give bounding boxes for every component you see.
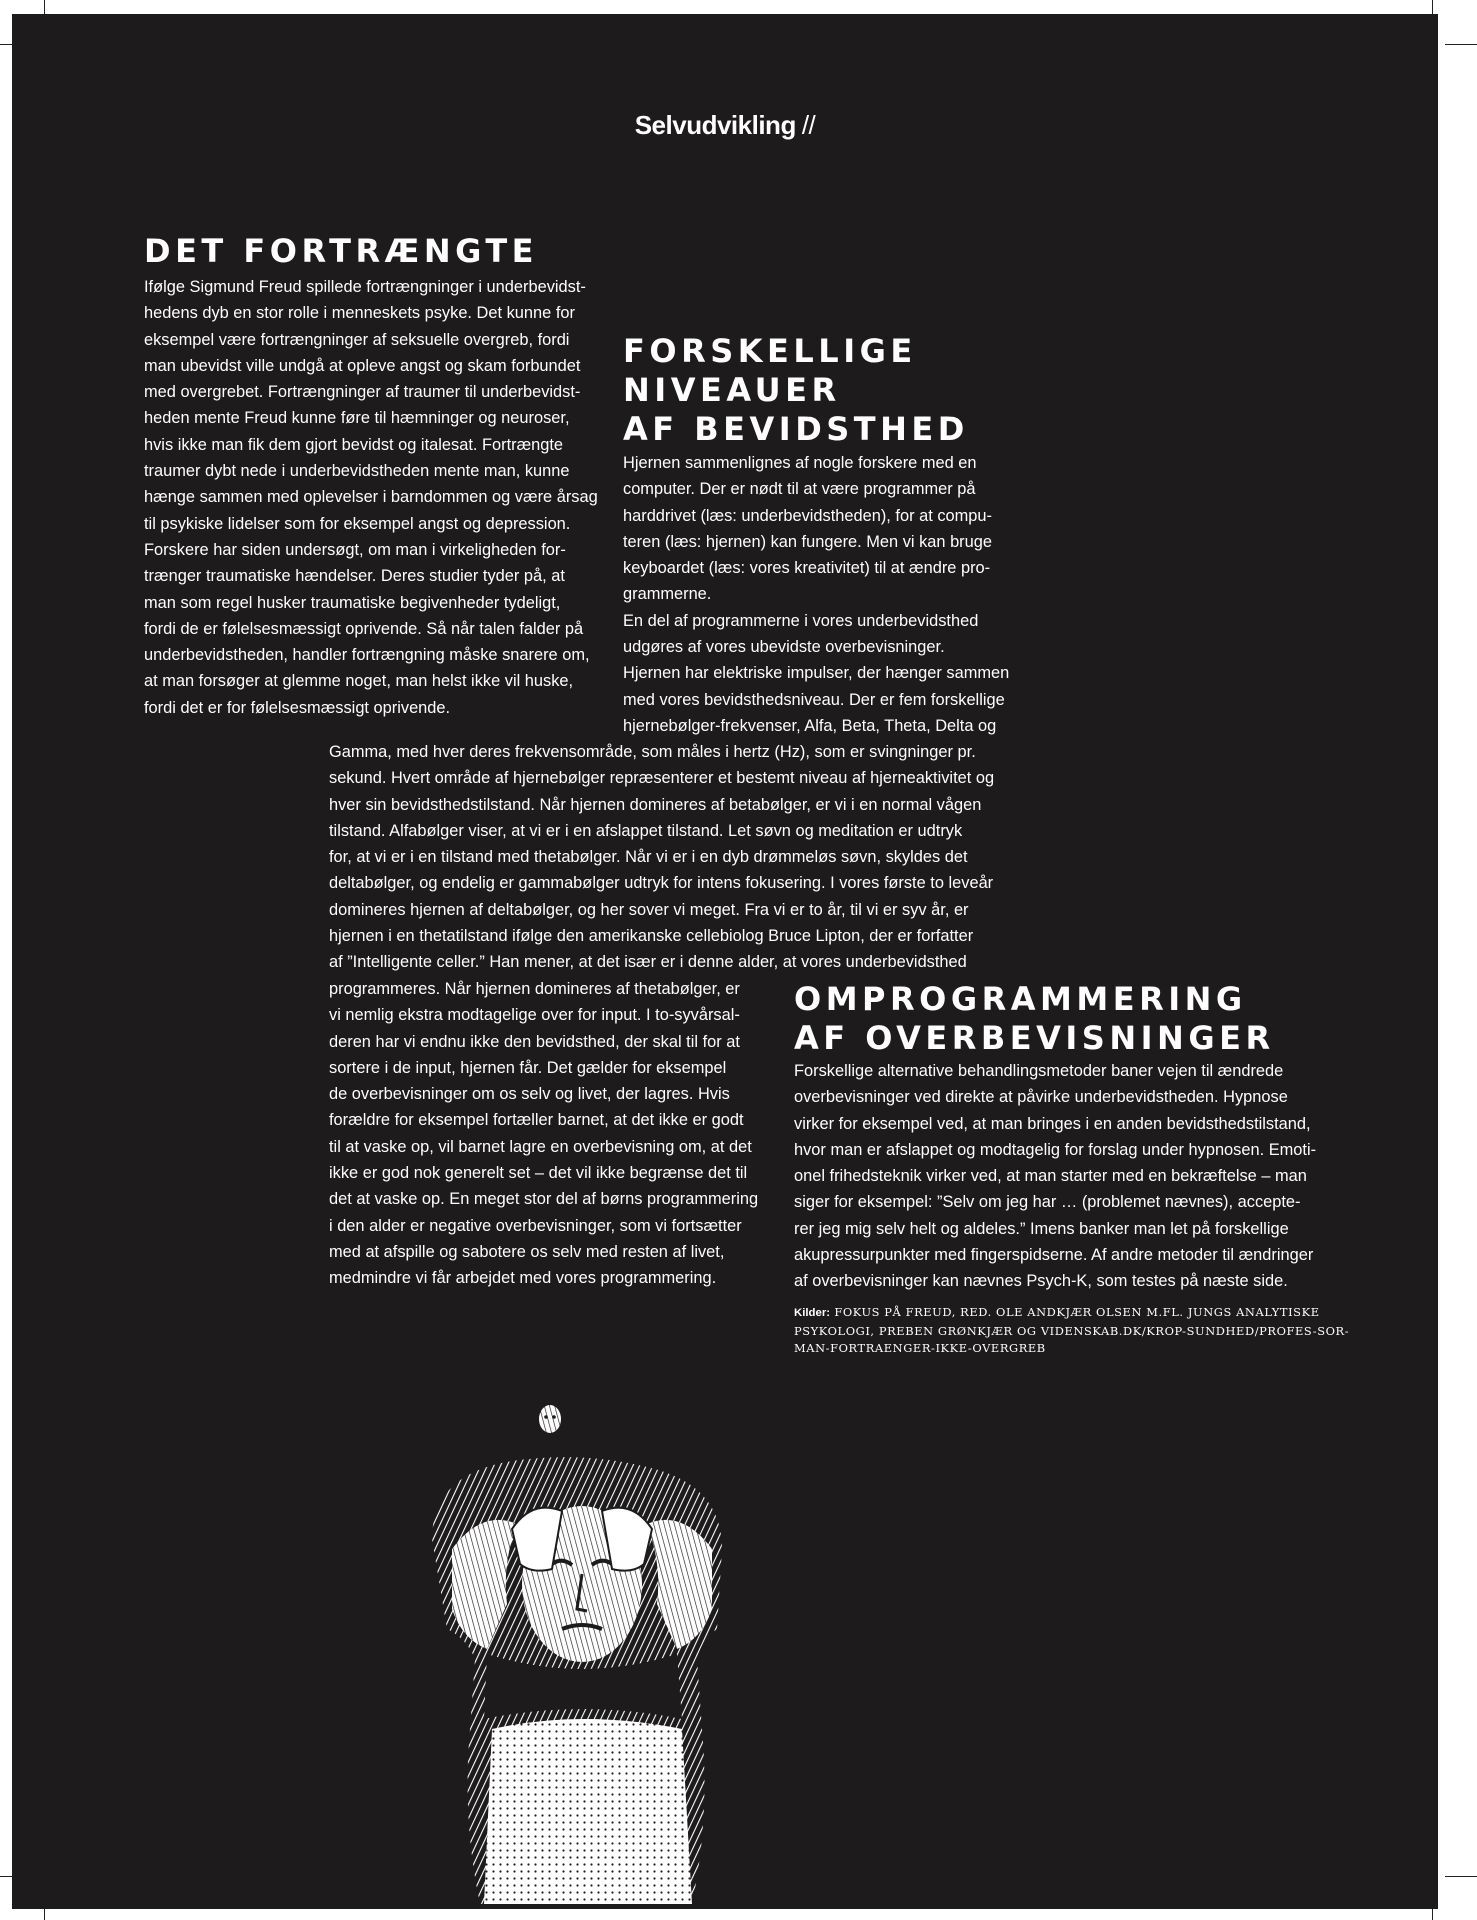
text-line: hjernen i en thetatilstand ifølge den amerikanske cellebiolog Bruce Lipton, der er forfatter: [329, 927, 974, 946]
text-line: at man forsøger at glemme noget, man helst ikke vil huske,: [144, 672, 574, 691]
text-line: grammerne.: [623, 585, 712, 604]
text-line: hjernebølger-frekvenser, Alfa, Beta, Theta, Delta og: [623, 716, 997, 735]
text-line: En del af programmerne i vores underbevidsthed: [623, 611, 979, 630]
text-line: rer jeg mig selv helt og aldeles.” Imens banker man let på forskellige: [794, 1219, 1289, 1238]
text-line: onel frihedsteknik virker ved, at man starter med en bekræftelse – man: [794, 1167, 1307, 1186]
text-line: heden mente Freud kunne føre til hæmninger og neuroser,: [144, 409, 570, 428]
text-line: virker for eksempel ved, at man bringes i en anden bevidsthedstilstand,: [794, 1114, 1311, 1133]
text-line: hvor man er afslappet og modtagelig for forslag under hypnosen. Emoti-: [794, 1140, 1317, 1159]
text-line: Hjernen sammenlignes af nogle forskere med en: [623, 454, 977, 472]
text-line: teren (læs: hjernen) kan fungere. Men vi kan bruge: [623, 532, 992, 551]
text-line: med at afspille og sabotere os selv med resten af livet,: [329, 1242, 725, 1261]
text-line: med vores bevidsthedsniveau. Der er fem forskellige: [623, 690, 1005, 709]
text-line: trænger traumatiske hændelser. Deres studier tyder på, at: [144, 567, 565, 586]
text-line: Ifølge Sigmund Freud spillede fortrængninger i underbevidst-: [144, 278, 586, 296]
col3-body: [329, 976, 779, 1292]
text-line: hver sin bevidsthedstilstand. Når hjernen domineres af betabølger, er vi i en normal vågen: [329, 795, 982, 814]
text-line: de overbevisninger om os selv og livet, der lagres. Hvis: [329, 1085, 730, 1104]
col2-body: [623, 450, 1043, 739]
text-line: ikke er god nok generelt set – det vil ikke begrænse det til: [329, 1164, 748, 1183]
text-line: af ”Intelligente celler.” Han mener, at det især er i denne alder, at vores underbevidsthed: [329, 953, 967, 972]
text-line: eksempel være fortrængninger af seksuelle overgreb, fordi: [144, 330, 570, 349]
text-line: hedens dyb en stor rolle i menneskets psyke. Det kunne for: [144, 304, 575, 323]
heading-line: NIVEAUER: [623, 371, 841, 409]
crop-mark: [1445, 44, 1477, 45]
col4-body: [794, 1058, 1354, 1295]
text-line: til psykiske lidelser som for eksempel angst og depression.: [144, 514, 571, 533]
heading-line: OMPROGRAMMERING: [794, 980, 1247, 1018]
section-slashes: //: [801, 110, 816, 140]
heading-line: FORSKELLIGE: [623, 332, 917, 370]
text-line: vi nemlig ekstra modtagelige over for input. I to-syvårsal-: [329, 1006, 740, 1025]
heading-line: AF BEVIDSTHED: [623, 410, 969, 448]
heading-det-fortraengte: DET FORTRÆNGTE: [144, 232, 539, 270]
text-line: for, at vi er i en tilstand med thetabølger. Når vi er i en dyb drømmeløs søvn, skyldes det: [329, 848, 968, 867]
text-line: Forskellige alternative behandlingsmetoder baner vejen til ændrede: [794, 1062, 1284, 1080]
text-line: medmindre vi får arbejdet med vores programmering.: [329, 1269, 717, 1288]
text-line: deltabølger, og endelig er gammabølger udtryk for intens fokusering. I vores første to leveår: [329, 874, 994, 893]
sources-note: [794, 1304, 1354, 1358]
text-line: hvis ikke man fik dem gjort bevidst og italesat. Fortrængte: [144, 435, 564, 454]
text-line: udgøres af vores ubevidste overbevisninger.: [623, 638, 945, 657]
text-line: tilstand. Alfabølger viser, at vi er i en afslappet tilstand. Let søvn og meditation er udtryk: [329, 821, 963, 840]
text-line: fordi de er følelsesmæssigt oprivende. Så når talen falder på: [144, 619, 584, 638]
text-line: fordi det er for følelsesmæssigt oprivende.: [144, 698, 451, 717]
wide-body: [329, 739, 1029, 976]
text-line: Gamma, med hver deres frekvensområde, som måles i hertz (Hz), som er svingninger pr.: [329, 743, 976, 761]
text-line: til at vaske op, vil barnet lagre en overbevisning om, at det: [329, 1137, 752, 1156]
section-label: [12, 110, 1438, 141]
text-line: man som regel husker traumatiske begivenheder tydeligt,: [144, 593, 561, 612]
woodcut-figure-holding-head-icon: [392, 1399, 772, 1909]
text-line: i den alder er negative overbevisninger, som vi fortsætter: [329, 1216, 742, 1235]
col1-body: [144, 274, 624, 721]
text-line: keyboardet (læs: vores kreativitet) til at ændre pro-: [623, 559, 991, 578]
crop-mark: [1445, 1876, 1477, 1877]
text-line: Forskere har siden undersøgt, om man i virkeligheden for-: [144, 540, 566, 559]
heading-line: AF OVERBEVISNINGER: [794, 1019, 1275, 1057]
text-line: sekund. Hvert område af hjernebølger repræsenterer et bestemt niveau af hjerneaktivitet og: [329, 769, 995, 788]
text-line: af overbevisninger kan nævnes Psych-K, som testes på næste side.: [794, 1272, 1288, 1291]
text-line: forældre for eksempel fortæller barnet, at det ikke er godt: [329, 1111, 744, 1130]
text-line: programmeres. Når hjernen domineres af thetabølger, er: [329, 980, 740, 998]
heading-omprogrammering: [794, 980, 1275, 1058]
text-line: det at vaske op. En meget stor del af børns programmering: [329, 1190, 759, 1209]
text-line: deren har vi endnu ikke den bevidsthed, der skal til for at: [329, 1032, 740, 1051]
text-line: akupressurpunkter med fingerspidserne. Af andre metoder til ændringer: [794, 1246, 1314, 1265]
text-line: domineres hjernen af deltabølger, og her sover vi meget. Fra vi er to år, til vi er syv år, er: [329, 900, 969, 919]
text-line: overbevisninger ved direkte at påvirke underbevidstheden. Hypnose: [794, 1088, 1288, 1107]
sources-label: Kilder:: [794, 1307, 831, 1319]
text-line: hænge sammen med oplevelser i barndommen og være årsag: [144, 488, 598, 507]
text-line: Hjernen har elektriske impulser, der hænger sammen: [623, 664, 1010, 683]
sources-text: FOKUS PÅ FREUD, RED. OLE ANDKJÆR OLSEN M.FL. JUNGS ANALYTISKE PSYKOLOGI, PREBEN GRØNKJÆR OG VIDENSKAB.DK/KROP-SUNDHED/PROFES-SOR-MAN-FORTRAENGER-IKKE-OVERGREB: [794, 1305, 1350, 1355]
text-line: underbevidstheden, handler fortrængning måske snarere om,: [144, 646, 590, 665]
text-line: man ubevidst ville undgå at opleve angst og skam forbundet: [144, 356, 581, 375]
text-line: med overgrebet. Fortrængninger af traumer til underbevidst-: [144, 383, 581, 402]
text-line: traumer dybt nede i underbevidstheden mente man, kunne: [144, 462, 570, 481]
text-line: computer. Der er nødt til at være programmer på: [623, 480, 976, 499]
heading-forskellige-niveauer: [623, 332, 969, 449]
text-line: siger for eksempel: ”Selv om jeg har … (problemet nævnes), accepte-: [794, 1193, 1301, 1212]
section-title: Selvudvikling: [634, 110, 796, 140]
magazine-page: [12, 14, 1438, 1909]
text-line: sortere i de input, hjernen får. Det gælder for eksempel: [329, 1058, 727, 1077]
text-line: harddrivet (læs: underbevidstheden), for at compu-: [623, 506, 992, 525]
